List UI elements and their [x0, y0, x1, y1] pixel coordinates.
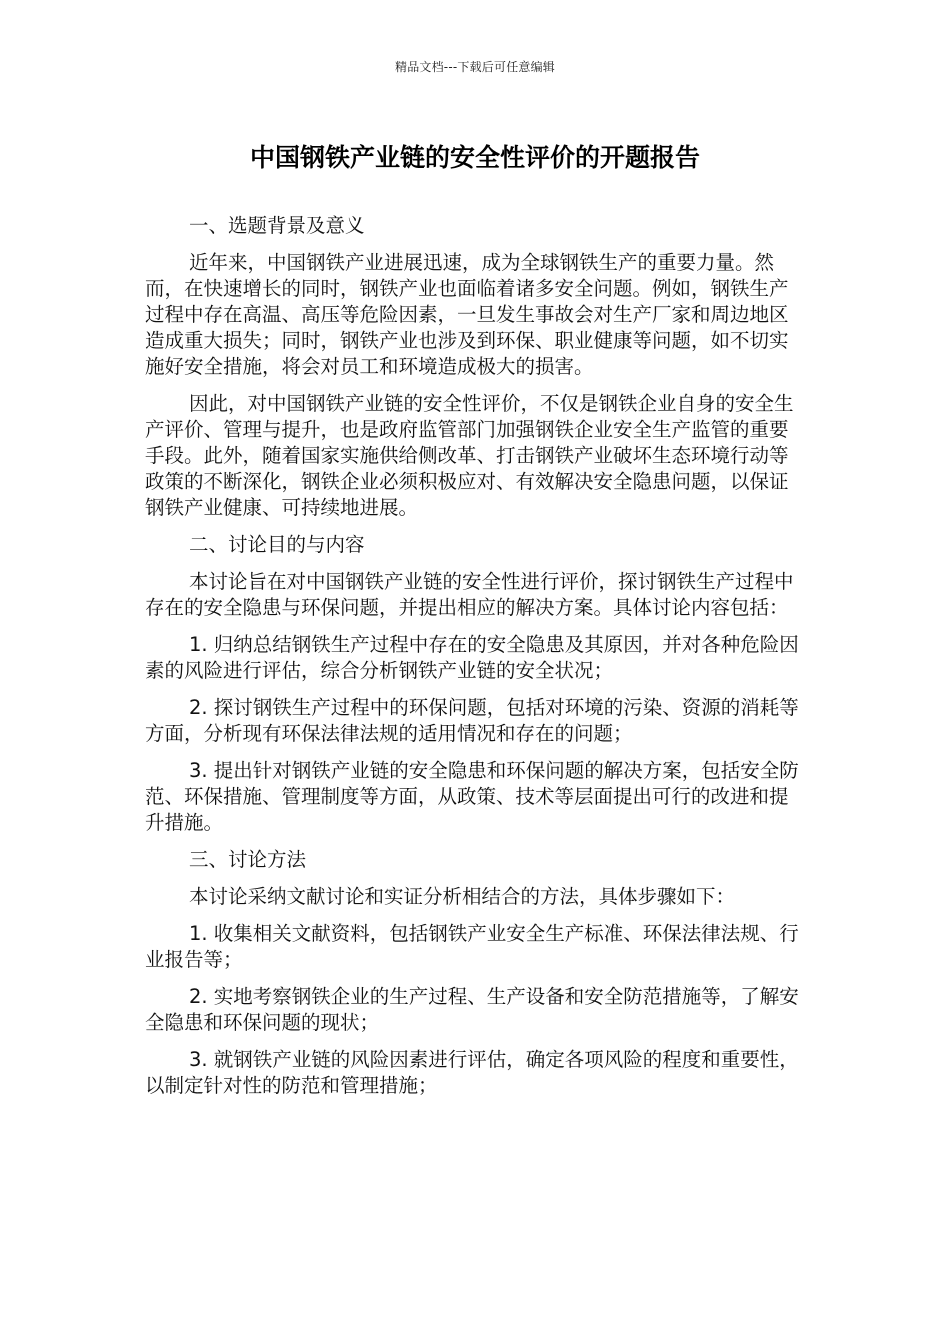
- list-item: 2. 实地考察钢铁企业的生产过程、生产设备和安全防范措施等，了解安全隐患和环保问题的现状；: [145, 985, 799, 1034]
- section-heading-objectives: 二、讨论目的与内容: [189, 533, 365, 556]
- list-item: 3. 提出针对钢铁产业链的安全隐患和环保问题的解决方案，包括安全防范、环保措施、管理制度等方面，从政策、技术等层面提出可行的改进和提升措施。: [145, 759, 799, 834]
- header-note: 精品文档---下载后可任意编辑: [395, 60, 555, 74]
- paragraph: 本讨论采纳文献讨论和实证分析相结合的方法，具体步骤如下：: [189, 885, 736, 908]
- section-heading-methods: 三、讨论方法: [189, 848, 307, 871]
- paragraph: 本讨论旨在对中国钢铁产业链的安全性进行评价，探讨钢铁生产过程中存在的安全隐患与环保问题，并提出相应的解决方案。具体讨论内容包括：: [145, 570, 794, 619]
- list-item: 2. 探讨钢铁生产过程中的环保问题，包括对环境的污染、资源的消耗等方面，分析现有环保法律法规的适用情况和存在的问题；: [145, 696, 799, 745]
- section-heading-background: 一、选题背景及意义: [189, 214, 365, 237]
- list-item: 1. 收集相关文献资料，包括钢铁产业安全生产标准、环保法律法规、行业报告等；: [145, 922, 799, 971]
- list-item: 3. 就钢铁产业链的风险因素进行评估，确定各项风险的程度和重要性，以制定针对性的防范和管理措施；: [145, 1048, 799, 1097]
- document-title: 中国钢铁产业链的安全性评价的开题报告: [249, 143, 700, 172]
- document-body: [145, 213, 805, 1110]
- list-item: 1. 归纳总结钢铁生产过程中存在的安全隐患及其原因，并对各种危险因素的风险进行评估，综合分析钢铁产业链的安全状况；: [145, 633, 799, 682]
- paragraph: 因此，对中国钢铁产业链的安全性评价，不仅是钢铁企业自身的安全生产评价、管理与提升，也是政府监管部门加强钢铁企业安全生产监管的重要手段。此外，随着国家实施供给侧改革、打击钢铁产业破坏生态环境行动等政策的不断深化，钢铁企业必须积极应对、有效解决安全隐患问题，以保证钢铁产业健康、可持续地进展。: [145, 392, 794, 519]
- paragraph: 近年来，中国钢铁产业进展迅速，成为全球钢铁生产的重要力量。然而，在快速增长的同时，钢铁产业也面临着诸多安全问题。例如，钢铁生产过程中存在高温、高压等危险因素，一旦发生事故会对生产厂家和周边地区造成重大损失；同时，钢铁产业也涉及到环保、职业健康等问题，如不切实施好安全措施，将会对员工和环境造成极大的损害。: [145, 251, 789, 378]
